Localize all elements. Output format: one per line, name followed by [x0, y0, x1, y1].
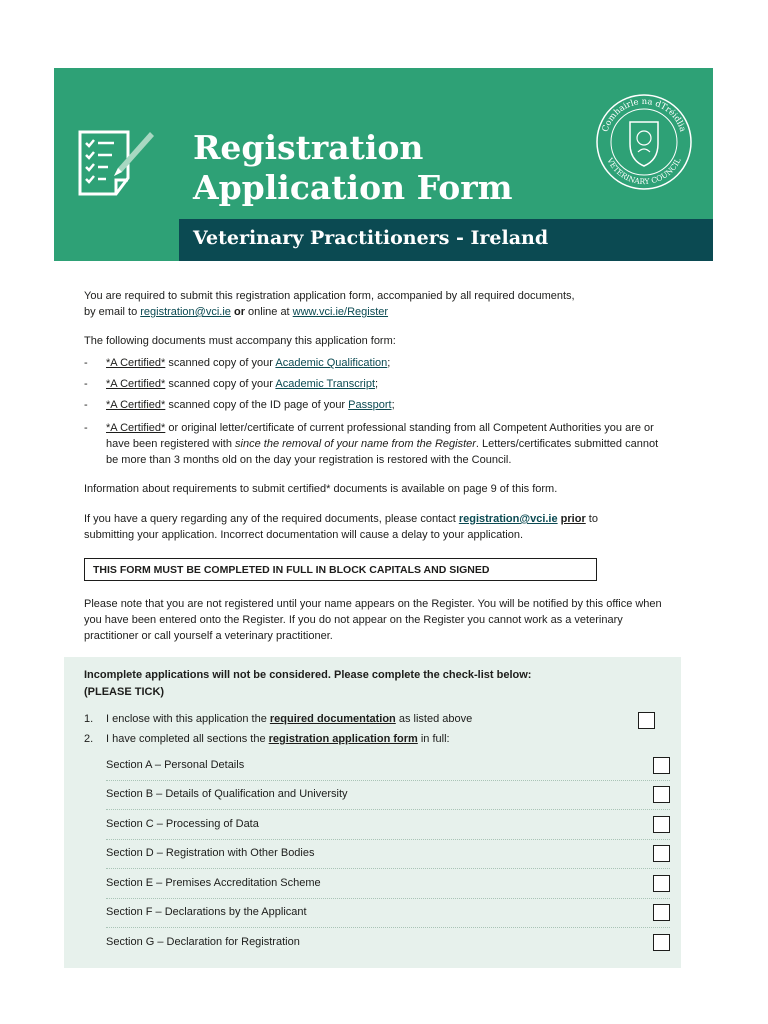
item-text: I enclose with this application the [106, 713, 270, 725]
item-text: scanned copy of the ID page of your [165, 399, 349, 411]
certified-label: *A Certified* [106, 422, 166, 434]
section-f-checkbox[interactable] [653, 904, 670, 921]
academic-transcript-link[interactable]: Academic Transcript [275, 378, 376, 390]
query-text-end: to submitting your application. Incorrect documentation will cause a delay to your application. [84, 513, 598, 541]
item-bold: registration application form [268, 733, 418, 745]
intro-paragraph [84, 288, 575, 320]
section-g-checkbox[interactable] [653, 934, 670, 951]
section-label: Section B – Details of Qualification and University [106, 788, 348, 800]
checklist-form-icon [76, 128, 156, 200]
title-line-1: Registration [193, 128, 424, 167]
section-label: Section E – Premises Accreditation Scheme [106, 877, 321, 889]
documents-heading: The following documents must accompany this application form: [84, 335, 396, 347]
item-text: or original letter/certificate of current professional standing from all Competent Authorities you are or have been registered with [106, 422, 654, 450]
section-label: Section A – Personal Details [106, 759, 245, 771]
section-e-row [106, 869, 670, 899]
email-link[interactable]: registration@vci.ie [140, 306, 231, 318]
section-c-row [106, 810, 670, 840]
item-text: I have completed all sections the [106, 733, 269, 745]
academic-qualification-link[interactable]: Academic Qualification [275, 357, 388, 369]
item-text: scanned copy of your [165, 357, 276, 369]
register-url-link[interactable]: www.vci.ie/Register [292, 306, 389, 318]
item-number: 1. [84, 713, 94, 725]
seal-text-bottom: VETERINARY COUNCIL [605, 156, 683, 187]
query-prior: prior [560, 513, 586, 525]
bullet-dash: - [84, 357, 88, 369]
block-capitals-notice: THIS FORM MUST BE COMPLETED IN FULL IN BLOCK CAPITALS AND SIGNED [84, 558, 597, 581]
query-email-link[interactable]: registration@vci.ie [458, 513, 558, 525]
item-bold: required documentation [269, 713, 396, 725]
checklist-heading-line-1: Incomplete applications will not be considered. Please complete the check-list below: [84, 669, 532, 681]
item-suffix: ; [387, 357, 391, 369]
query-text: If you have a query regarding any of the required documents, please contact [84, 513, 459, 525]
certified-label: *A Certified* [106, 378, 166, 390]
item-text: scanned copy of your [165, 378, 276, 390]
item-text-end: as listed above [395, 713, 473, 725]
section-c-checkbox[interactable] [653, 816, 670, 833]
checklist-heading-line-2: (PLEASE TICK) [84, 686, 165, 698]
subtitle-bar [179, 219, 713, 261]
item-suffix: ; [391, 399, 395, 411]
bullet-dash: - [84, 422, 88, 434]
section-a-checkbox[interactable] [653, 757, 670, 774]
section-d-row [106, 839, 670, 869]
item-suffix: ; [375, 378, 379, 390]
registration-note: Please note that you are not registered until your name appears on the Register. You will be notified by this office when you have been entered onto the Register. If you do not appear on the Register you cannot work as a veterinary practitioner or call yourself a veterinary practitioner. [84, 598, 662, 642]
section-label: Section G – Declaration for Registration [106, 936, 300, 948]
bullet-dash: - [84, 378, 88, 390]
intro-line-1: You are required to submit this registration application form, accompanied by all required documents, [84, 290, 575, 302]
checklist-heading [84, 667, 531, 701]
info-paragraph: Information about requirements to submit certified* documents is available on page 9 of this form. [84, 483, 558, 495]
certified-label: *A Certified* [106, 399, 166, 411]
passport-link[interactable]: Passport [348, 399, 392, 411]
section-label: Section C – Processing of Data [106, 818, 259, 830]
section-label: Section F – Declarations by the Applicant [106, 906, 307, 918]
item-text-end: . Letters/certificates submitted cannot be more than 3 months old on the day your registration is restored with the Council. [106, 438, 659, 466]
section-b-row [106, 780, 670, 810]
page-subtitle: Veterinary Practitioners - Ireland [193, 227, 549, 249]
checklist-panel [64, 657, 681, 968]
veterinary-council-seal-icon [594, 92, 694, 192]
bullet-dash: - [84, 399, 88, 411]
intro-or: or [233, 306, 245, 318]
query-paragraph [84, 511, 644, 543]
item-text-end: in full: [417, 733, 450, 745]
section-label: Section D – Registration with Other Bodies [106, 847, 315, 859]
page-title [193, 128, 513, 208]
section-f-row [106, 898, 670, 928]
section-d-checkbox[interactable] [653, 845, 670, 862]
certified-label: *A Certified* [106, 357, 166, 369]
title-line-2: Application Form [193, 168, 513, 207]
required-documentation-checkbox[interactable] [638, 712, 655, 729]
svg-text:Comhairle na dTréidlia [601, 97, 688, 133]
item-emphasis: since the removal of your name from the Register [235, 438, 476, 450]
section-g-row [106, 928, 670, 957]
section-e-checkbox[interactable] [653, 875, 670, 892]
item-number: 2. [84, 733, 94, 745]
seal-text-top: Comhairle na dTréidlia [600, 96, 688, 134]
intro-online-at: online at [244, 306, 293, 318]
section-a-row [106, 751, 670, 781]
intro-line-2-prefix: by email to [84, 306, 141, 318]
section-b-checkbox[interactable] [653, 786, 670, 803]
